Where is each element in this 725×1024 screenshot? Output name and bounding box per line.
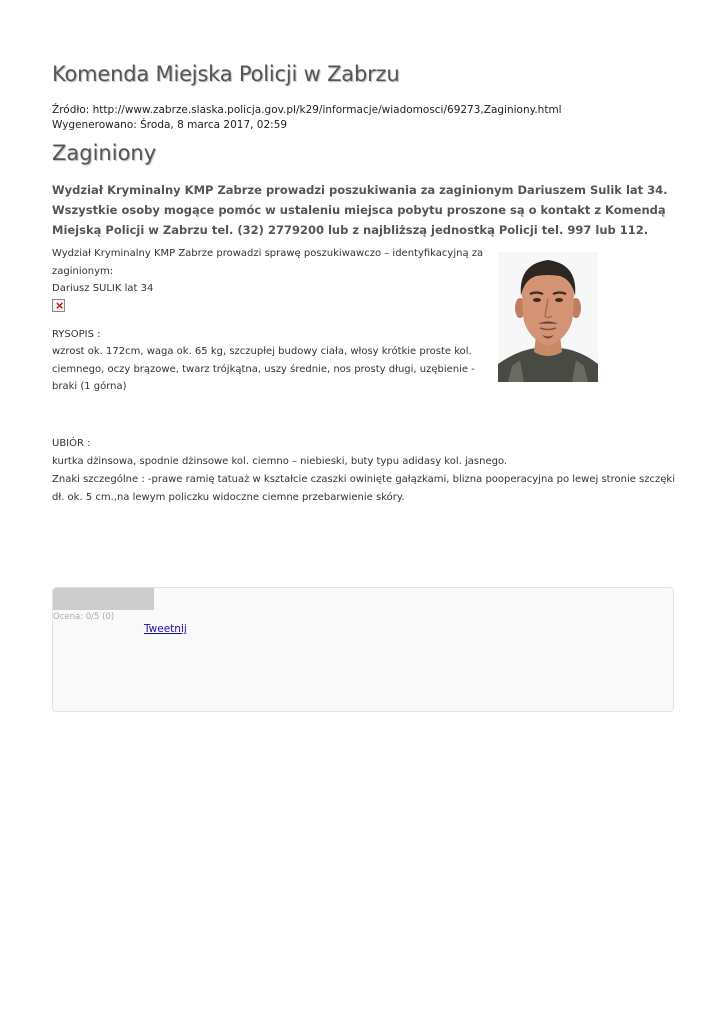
generated-line: Wygenerowano: Środa, 8 marca 2017, 02:59 bbox=[52, 119, 288, 131]
portrait-image bbox=[498, 252, 598, 382]
znaki-line: dł. ok. 5 cm.,na lewym policzku widoczne ciemne przebarwienie skóry. bbox=[52, 492, 405, 503]
lead-line: Miejską Policji w Zabrzu tel. (32) 2779200 lub z najbliższą jednostką Policji tel. 997 lub 112. bbox=[52, 223, 649, 237]
missing-person-photo bbox=[498, 252, 598, 382]
site-title: Komenda Miejska Policji w Zabrzu bbox=[52, 62, 400, 86]
article-title: Zaginiony bbox=[52, 141, 157, 165]
source-line: Źródło: http://www.zabrze.slaska.policja.gov.pl/k29/informacje/wiadomosci/69273,Zaginiony.html bbox=[52, 104, 562, 116]
rating-panel bbox=[52, 587, 674, 712]
tweet-link[interactable]: Tweetnij bbox=[144, 623, 187, 635]
article-lead bbox=[52, 180, 668, 240]
article-body-top bbox=[52, 245, 482, 396]
meta-info bbox=[52, 103, 562, 133]
intro-line: Dariusz SULIK lat 34 bbox=[52, 283, 154, 294]
intro-line: zaginionym: bbox=[52, 265, 114, 277]
article-body-bottom bbox=[52, 435, 674, 507]
lead-line: Wydział Kryminalny KMP Zabrze prowadzi poszukiwania za zaginionym Dariuszem Sulik lat 34. bbox=[52, 183, 668, 197]
rysopis-line: ciemnego, oczy brązowe, twarz trójkątna, uszy średnie, nos prosty długi, uzębienie - bbox=[52, 363, 475, 375]
rating-stars-widget[interactable] bbox=[53, 588, 154, 610]
ubior-line: kurtka dżinsowa, spodnie dżinsowe kol. ciemno – niebieski, buty typu adidasy kol. jasnego. bbox=[52, 456, 508, 467]
rysopis-label: RYSOPIS : bbox=[52, 328, 101, 340]
ubior-label: UBIÓR : bbox=[52, 438, 91, 449]
znaki-line: Znaki szczególne : -prawe ramię tatuaż w kształcie czaszki owinięte gałązkami, blizna pooperacyjna po lewej stronie szczęki bbox=[52, 474, 675, 485]
rating-text: Ocena: 0/5 (0) bbox=[53, 612, 115, 622]
broken-image-icon bbox=[52, 299, 65, 312]
lead-line: Wszystkie osoby mogące pomóc w ustaleniu miejsca pobytu proszone są o kontakt z Komendą bbox=[52, 203, 666, 217]
rysopis-line: wzrost ok. 172cm, waga ok. 65 kg, szczupłej budowy ciała, włosy krótkie proste kol. bbox=[52, 346, 472, 357]
rysopis-line: braki (1 górna) bbox=[52, 381, 127, 392]
intro-line: Wydział Kryminalny KMP Zabrze prowadzi sprawę poszukiwawczo – identyfikacyjną za bbox=[52, 248, 484, 259]
